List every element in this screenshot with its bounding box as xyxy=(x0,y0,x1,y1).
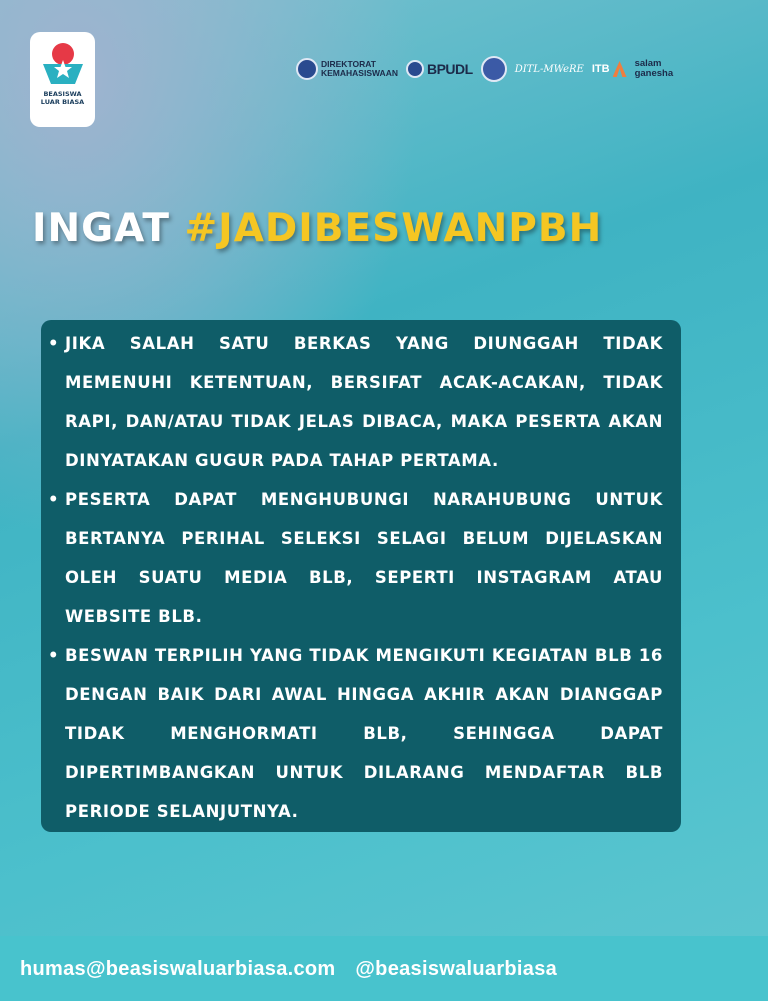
info-panel xyxy=(41,320,681,832)
point-item-2: • PESERTA DAPAT MENGHUBUNGI NARAHUBUNG UNTUK BERTANYA PERIHAL SELEKSI SELAGI BELUM DIJELASKAN OLEH SUATU MEDIA BLB, SEPERTI INSTAGRAM ATAU WEBSITE BLB. xyxy=(65,480,663,636)
salam-line1: salam xyxy=(634,58,662,69)
point-item-3: • BESWAN TERPILIH YANG TIDAK MENGIKUTI KEGIATAN BLB 16 DENGAN BAIK DARI AWAL HINGGA AKHIR AKAN DIANGGAP TIDAK MENGHORMATI BLB, SEHINGGA DAPAT DIPERTIMBANGKAN UNTUK DILARANG MENDAFTAR BLB PERIODE SELANJUTNYA. xyxy=(65,636,663,831)
partner-bpudl xyxy=(406,60,473,78)
footer-email[interactable]: humas@beasiswaluarbiasa.com xyxy=(20,958,336,980)
bpudl-text: BPUDL xyxy=(426,61,473,77)
footer-contacts xyxy=(20,958,557,981)
itb-text: ITB xyxy=(591,63,610,75)
partner-salam-ganesha xyxy=(635,59,674,79)
ditl-text: DITL-MWeRE xyxy=(514,63,584,75)
direktorat-seal-icon xyxy=(296,58,318,80)
beasiswa-luar-biasa-logo-icon xyxy=(41,40,85,88)
footer-bar xyxy=(0,936,768,1001)
points-list xyxy=(65,324,663,831)
logo-text-line2: LUAR BIASA xyxy=(40,98,85,106)
point-item-1: • JIKA SALAH SATU BERKAS YANG DIUNGGAH TIDAK MEMENUHI KETENTUAN, BERSIFAT ACAK-ACAKAN, TIDAK RAPI, DAN/ATAU TIDAK JELAS DIBACA, MAKA PESERTA AKAN DINYATAKAN GUGUR PADA TAHAP PERTAMA. xyxy=(65,324,663,480)
university-emblem-icon xyxy=(481,56,507,82)
headline xyxy=(32,206,602,251)
direktorat-line1: DIREKTORAT xyxy=(321,59,376,69)
partner-itb xyxy=(592,61,627,77)
bpudl-seal-icon xyxy=(406,60,424,78)
footer-instagram[interactable]: @beasiswaluarbiasa xyxy=(355,958,558,980)
partner-logos xyxy=(296,56,673,82)
logo-text-line1: BEASISWA xyxy=(43,90,82,98)
headline-hashtag: #JADIBESWANPBH xyxy=(184,206,603,251)
partner-emblem xyxy=(481,56,507,82)
direktorat-line2: KEMAHASISWAAN xyxy=(321,68,398,78)
salam-line2: ganesha xyxy=(634,68,674,79)
brand-logo-card xyxy=(30,32,95,127)
partner-direktorat xyxy=(296,58,398,80)
logo-text xyxy=(41,90,84,106)
partner-ditl xyxy=(515,64,584,75)
headline-white: INGAT xyxy=(32,206,185,251)
itb-mark-icon xyxy=(613,61,627,77)
